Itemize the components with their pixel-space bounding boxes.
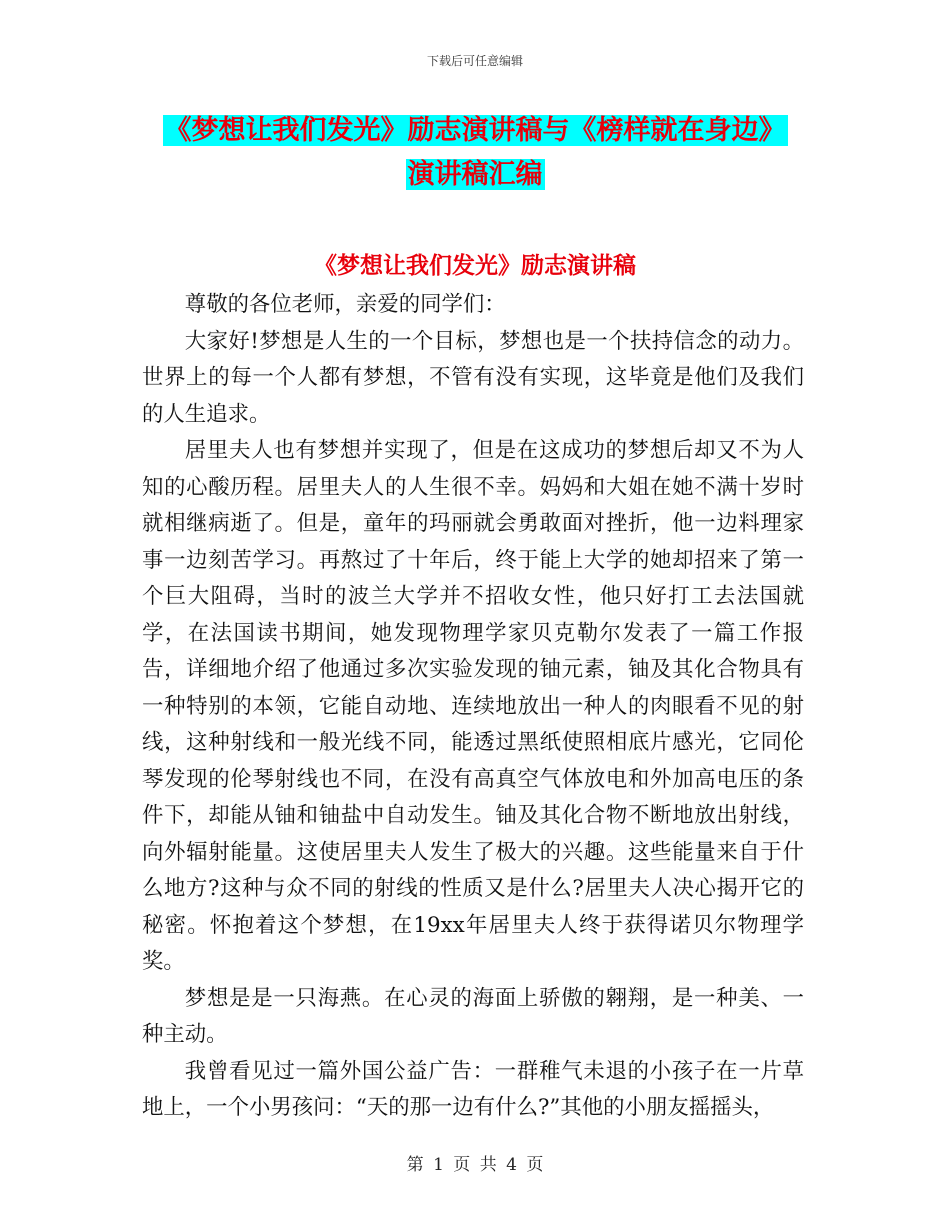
document-title-text-2: 演讲稿汇编: [407, 159, 543, 190]
section-title: 《梦想让我们发光》励志演讲稿: [314, 253, 636, 279]
paragraph: 梦想是是一只海燕。在心灵的海面上骄傲的翱翔，是一种美、一种主动。: [142, 985, 804, 1047]
page-number-footer: 第 1 页 共 4 页: [406, 1155, 544, 1175]
paragraph: 居里夫人也有梦想并实现了，但是在这成功的梦想后却又不为人知的心酸历程。居里夫人的人生很不幸。妈妈和大姐在她不满十岁时就相继病逝了。但是，童年的玛丽就会勇敢面对挫折，他一边料理家事一边刻苦学习。再熬过了十年后，终于能上大学的她却招来了第一个巨大阻碍，当时的波兰大学并不招收女性，他只好打工去法国就学，在法国读书期间，她发现物理学家贝克勒尔发表了一篇工作报告，详细地介绍了他通过多次实验发现的铀元素，铀及其化合物具有一种特别的本领，它能自动地、连续地放出一种人的肉眼看不见的射线，这种射线和一般光线不同，能透过黑纸使照相底片感光，它同伦琴发现的伦琴射线也不同，在没有高真空气体放电和外加高电压的条件下，却能从铀和铀盐中自动发生。铀及其化合物不断地放出射线，向外辐射能量。这使居里夫人发生了极大的兴趣。这些能量来自于什么地方?这种与众不同的射线的性质又是什么?居里夫人决心揭开它的秘密。怀抱着这个梦想，在19xx年居里夫人终于获得诺贝尔物理学奖。: [142, 438, 804, 974]
document-body: [142, 287, 804, 1127]
paragraph-salutation: 尊敬的各位老师，亲爱的同学们：: [184, 292, 506, 317]
paragraph: 我曾看见过一篇外国公益广告：一群稚气未退的小孩子在一片草地上，一个小男孩问：“天的那一边有什么?”其他的小朋友摇摇头，: [142, 1058, 804, 1120]
document-title-text-1: 《梦想让我们发光》励志演讲稿与《榜样就在身边》: [164, 115, 786, 146]
document-title-line-2: [0, 155, 950, 195]
document-title-line-1: [0, 111, 950, 151]
page-header: 下载后可任意编辑: [426, 54, 523, 68]
paragraph: 大家好!梦想是人生的一个目标，梦想也是一个扶持信念的动力。世界上的每一个人都有梦想，不管有没有实现，这毕竟是他们及我们的人生追求。: [142, 328, 804, 427]
